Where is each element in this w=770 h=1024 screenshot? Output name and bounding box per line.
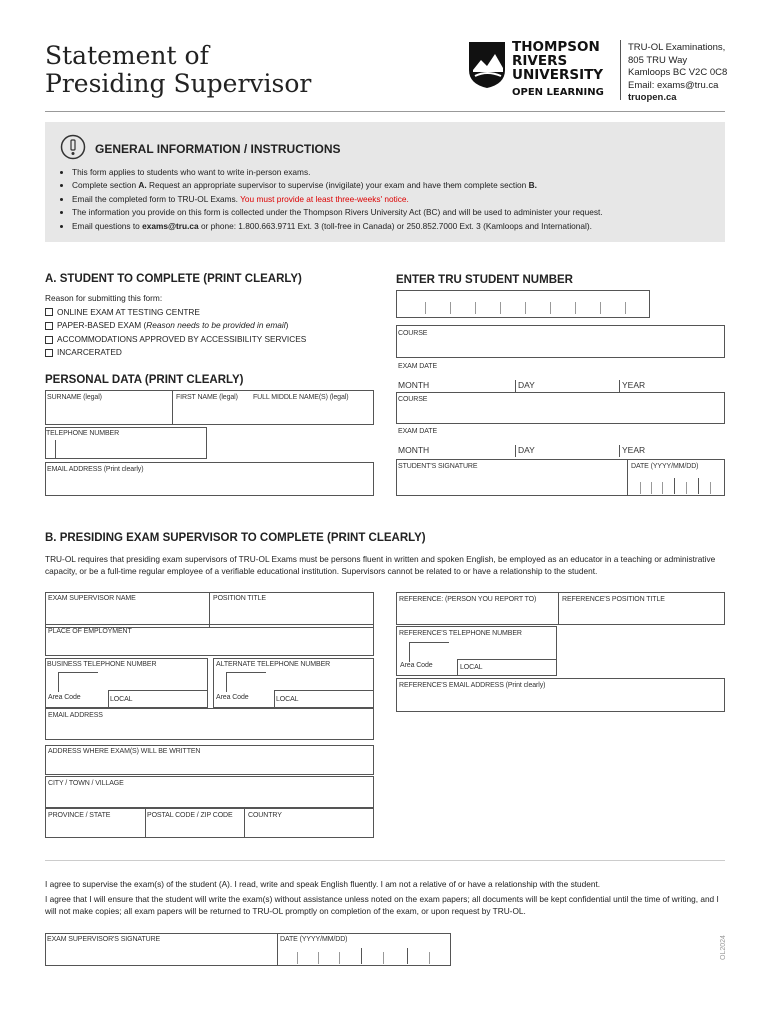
reference-phone-label: REFERENCE'S TELEPHONE NUMBER (399, 630, 522, 637)
supervisor-date-label: DATE (YYYY/MM/DD) (280, 936, 348, 943)
tru-logo-icon (467, 40, 507, 90)
telephone-label: TELEPHONE NUMBER (46, 430, 120, 437)
exam-date-label: EXAM DATE (398, 428, 438, 435)
course-label: COURSE (398, 330, 428, 337)
supervisor-email-label: EMAIL ADDRESS (48, 712, 103, 719)
checkbox-icon (45, 336, 53, 344)
agreement-rule (45, 860, 725, 861)
position-title-label: POSITION TITLE (213, 595, 266, 602)
area-code-label: Area Code (216, 694, 249, 701)
checkbox-accommodations[interactable]: ACCOMMODATIONS APPROVED BY ACCESSIBILITY SERVICES (45, 333, 306, 347)
reference-label: REFERENCE: (PERSON YOU REPORT TO) (399, 596, 537, 603)
page-title: Statement of Presiding Supervisor (45, 41, 312, 98)
section-a-title: A. STUDENT TO COMPLETE (PRINT CLEARLY) (45, 273, 302, 285)
student-signature-label: STUDENT'S SIGNATURE (398, 463, 478, 470)
place-of-employment-label: PLACE OF EMPLOYMENT (48, 628, 132, 635)
supervisor-signature-label: EXAM SUPERVISOR'S SIGNATURE (47, 936, 161, 943)
student-number-title: ENTER TRU STUDENT NUMBER (396, 274, 573, 286)
logo-wordmark: THOMPSON RIVERS UNIVERSITY (512, 39, 604, 83)
month-label: MONTH (398, 445, 430, 455)
exam-address-label: ADDRESS WHERE EXAM(S) WILL BE WRITTEN (48, 748, 201, 755)
general-info-title: GENERAL INFORMATION / INSTRUCTIONS (95, 142, 341, 156)
month-label: MONTH (398, 380, 430, 390)
area-code-label: Area Code (400, 662, 433, 669)
local-label: LOCAL (110, 696, 133, 703)
email-label: EMAIL ADDRESS (Print clearly) (47, 466, 144, 473)
section-b-intro: TRU-OL requires that presiding exam supervisors of TRU-OL Exams must be persons fluent in written and spoken English, be employed as an educator in a teaching or administrative capacity, or be a full-time regular employee of a verifiable educational institution. Supervisors cannot be related to or have a relationship to the student. (45, 554, 716, 577)
postal-code-label: POSTAL CODE / ZIP CODE (147, 812, 233, 819)
checkbox-incarcerated[interactable]: INCARCERATED (45, 346, 306, 360)
course-label: COURSE (398, 396, 428, 403)
supervisor-name-label: EXAM SUPERVISOR NAME (48, 595, 136, 602)
list-item: • The information you provide on this form is collected under the Thompson Rivers University Act (BC) and will be used to administer your request. (72, 206, 603, 219)
checkbox-icon (45, 322, 53, 330)
personal-data-title: PERSONAL DATA (PRINT CLEARLY) (45, 374, 244, 386)
checkbox-icon (45, 308, 53, 316)
form-code: OL2024 (720, 935, 727, 960)
local-label: LOCAL (276, 696, 299, 703)
country-label: COUNTRY (248, 812, 282, 819)
year-label: YEAR (622, 445, 646, 455)
surname-label: SURNAME (legal) (47, 394, 102, 401)
alert-icon (60, 134, 86, 160)
student-number-field[interactable] (396, 290, 650, 318)
course-field-2[interactable] (396, 392, 725, 424)
business-phone-label: BUSINESS TELEPHONE NUMBER (47, 661, 157, 668)
checkbox-online-exam[interactable]: ONLINE EXAM AT TESTING CENTRE (45, 306, 306, 320)
year-label: YEAR (622, 380, 646, 390)
day-label: DAY (518, 380, 535, 390)
reference-position-label: REFERENCE'S POSITION TITLE (562, 596, 665, 603)
logo-subtitle: OPEN LEARNING (512, 87, 604, 98)
city-label: CITY / TOWN / VILLAGE (48, 780, 124, 787)
checkbox-icon (45, 349, 53, 357)
area-code-label: Area Code (48, 694, 81, 701)
agreement-statement-2: I agree that I will ensure that the student will write the exam(s) without assistance unless noted on the exam papers; all documents will be kept confidential until the time of writing, and I will not make copies; all exam papers will be returned to TRU-OL promptly on completion of the exam, or upon request by TRU-OL. (45, 894, 719, 917)
header-divider (620, 40, 621, 100)
list-item: • This form applies to students who want to write in-person exams. (72, 166, 603, 179)
local-label: LOCAL (460, 664, 483, 671)
province-label: PROVINCE / STATE (48, 812, 111, 819)
first-name-label: FIRST NAME (legal) (176, 394, 238, 401)
alternate-phone-label: ALTERNATE TELEPHONE NUMBER (216, 661, 331, 668)
course-field-1[interactable] (396, 325, 725, 358)
exam-date-label: EXAM DATE (398, 363, 438, 370)
list-item: • Complete section A. Request an appropriate supervisor to supervise (invigilate) your exam and have them complete section B. (72, 179, 603, 192)
section-b-title: B. PRESIDING EXAM SUPERVISOR TO COMPLETE (PRINT CLEARLY) (45, 532, 426, 544)
reference-email-label: REFERENCE'S EMAIL ADDRESS (Print clearly) (399, 682, 546, 689)
list-item: • Email questions to exams@tru.ca or phone: 1.800.663.9711 Ext. 3 (toll-free in Canada) or 250.852.7000 Ext. 3 (Kamloops and International). (72, 220, 603, 233)
day-label: DAY (518, 445, 535, 455)
student-date-label: DATE (YYYY/MM/DD) (631, 463, 699, 470)
reason-options: Reason for submitting this form: ONLINE EXAM AT TESTING CENTRE PAPER-BASED EXAM (Reason needs to be provided in email) ACCOMMODATIONS APPROVED BY ACCESSIBILITY SERVICES INCARCERATED (45, 292, 306, 360)
header-rule (45, 111, 725, 112)
checkbox-paper-exam[interactable]: PAPER-BASED EXAM (Reason needs to be provided in email) (45, 319, 306, 333)
middle-name-label: FULL MIDDLE NAME(S) (legal) (253, 394, 349, 401)
agreement-statement-1: I agree to supervise the exam(s) of the student (A). I read, write and speak English fluently. I am not a relative of or have a relationship with the student. (45, 879, 601, 889)
contact-address: TRU-OL Examinations, 805 TRU Way Kamloops BC V2C 0C8 Email: exams@tru.ca truopen.ca (628, 42, 728, 103)
list-item: • Email the completed form to TRU-OL Exams. You must provide at least three-weeks' notice. (72, 193, 603, 206)
instructions-list (62, 166, 603, 233)
